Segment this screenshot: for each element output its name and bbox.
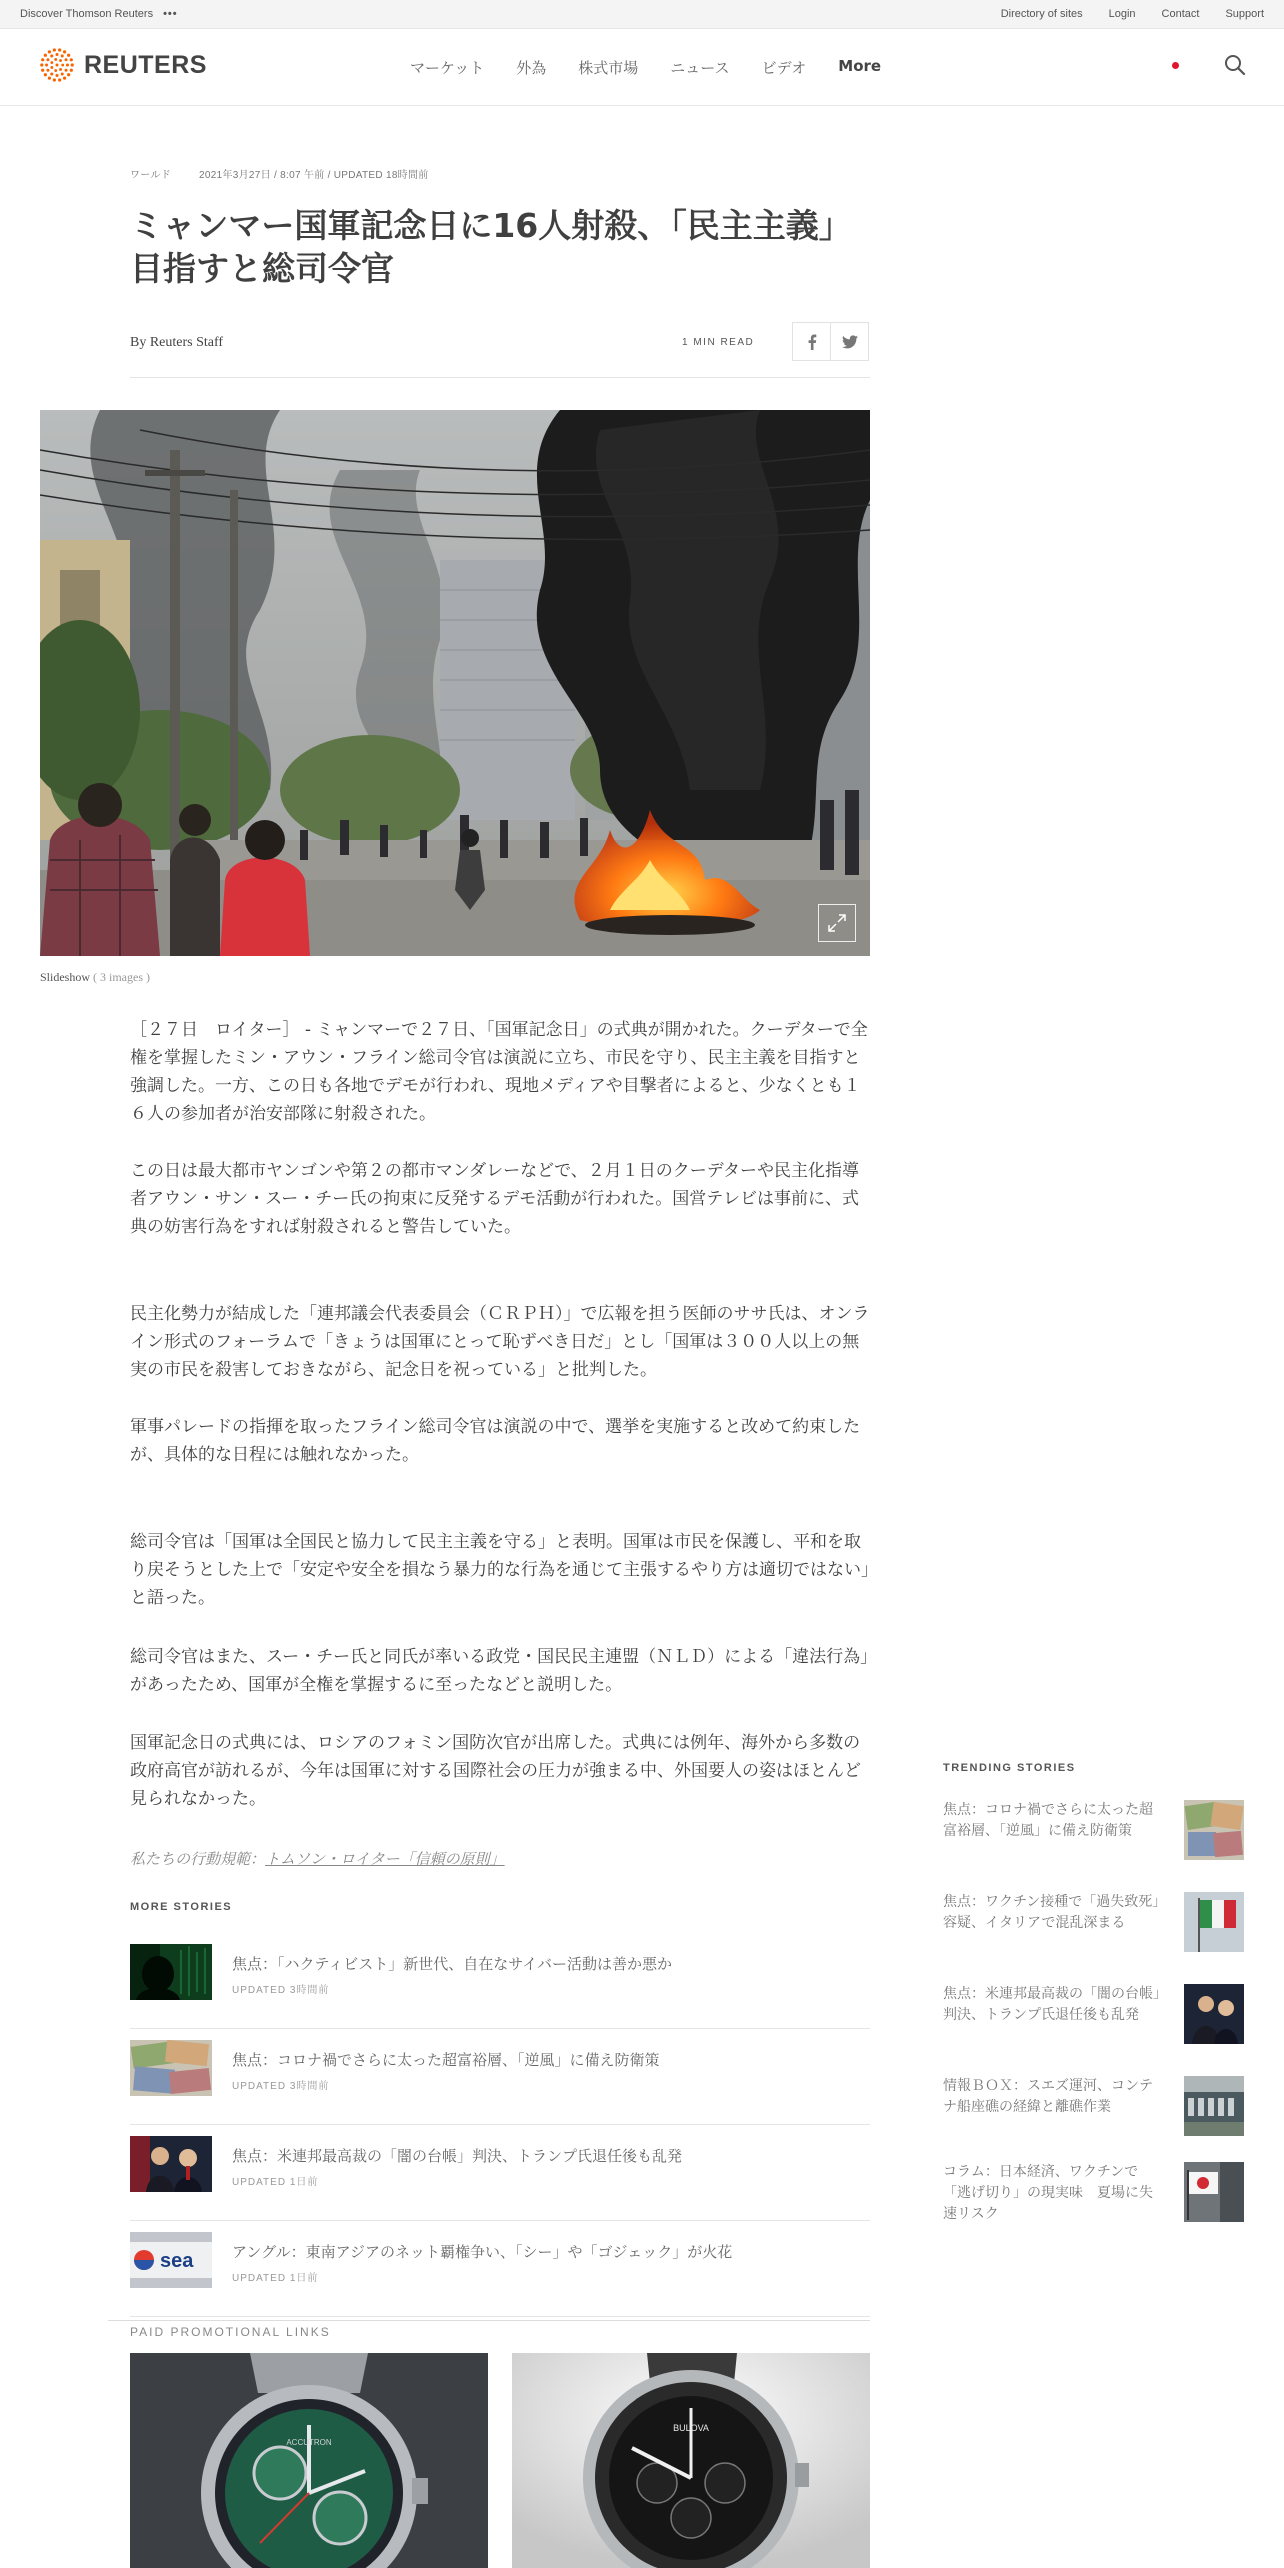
- logo-text: REUTERS: [84, 50, 207, 79]
- slideshow-caption[interactable]: [40, 970, 150, 985]
- trending-title[interactable]: 情報ＢＯＸ：スエズ運河、コンテナ船座礁の経緯と離礁作業: [943, 2078, 1153, 2115]
- logo-dot: [48, 50, 51, 53]
- story-time: UPDATED 3時間前: [232, 2081, 330, 2092]
- logo-dot: [63, 77, 66, 80]
- hero-image[interactable]: [40, 410, 870, 956]
- more-story-item[interactable]: [130, 2221, 870, 2317]
- trending-title[interactable]: 焦点：ワクチン接種で「過失致死」容疑、イタリアで混乱深まる: [943, 1894, 1160, 1931]
- paid-divider: [108, 2320, 870, 2321]
- logo-dot: [48, 77, 51, 80]
- read-time: 1 MIN READ: [682, 337, 755, 348]
- nav-item-more[interactable]: More: [838, 57, 882, 75]
- section-label[interactable]: ワールド: [130, 170, 171, 181]
- logo-dot: [66, 63, 69, 66]
- expand-image-button[interactable]: [818, 904, 856, 942]
- trust-principles-link[interactable]: トムソン・ロイター「信頼の原則」: [265, 1850, 505, 1868]
- logo-dot: [70, 58, 73, 61]
- twitter-icon: [842, 335, 858, 349]
- byline-author[interactable]: Reuters Staff: [149, 335, 224, 350]
- logo-dot: [44, 73, 47, 76]
- accutron-watch-image: [130, 2353, 488, 2568]
- trending-thumbnail[interactable]: [1184, 1800, 1244, 1860]
- reuters-logo[interactable]: [38, 46, 207, 84]
- main-nav: [0, 29, 1284, 106]
- paid-link-watch-1[interactable]: [130, 2353, 488, 2568]
- more-story-item[interactable]: [130, 2029, 870, 2125]
- code-of-conduct: [130, 1848, 505, 1869]
- logo-dot: [71, 63, 74, 66]
- protest-scene-image: [40, 410, 870, 956]
- more-dots-icon[interactable]: •••: [163, 8, 178, 20]
- slideshow-label[interactable]: Slideshow: [40, 970, 91, 984]
- italy-flag-thumbnail-image: [1184, 1892, 1244, 1952]
- story-title[interactable]: 焦点：米連邦最高裁の「闇の台帳」判決、トランプ氏退任後も乱発: [232, 2147, 683, 2165]
- nav-item-forex[interactable]: 外為: [516, 59, 547, 77]
- logo-dot: [58, 78, 61, 81]
- slideshow-count: ( 3 images ): [93, 970, 150, 984]
- article-paragraph: 総司令官はまた、スー・チー氏と同氏が率いる政党・国民民主連盟（ＮＬＤ）による「違法行為」があったため、国軍が全権を掌握するに至ったなどと説明した。: [130, 1647, 869, 1696]
- paid-link-watch-2[interactable]: [512, 2353, 870, 2568]
- reuters-logo-icon: [38, 46, 76, 84]
- story-time: UPDATED 1日前: [232, 2177, 319, 2188]
- article-paragraph: ［２７日 ロイター］ - ミャンマーで２７日、「国軍記念日」の式典が開かれた。クーデターで全権を掌握したミン・アウン・フライン総司令官は演説に立ち、市民を守り、民主主義を目指すと強調した。一方、この日も各地でデモが行われ、現地メディアや目撃者によると、少なくとも１６人の参加者が治安部隊に射殺された。: [130, 1020, 868, 1125]
- more-story-item[interactable]: [130, 2125, 870, 2221]
- dateline: 2021年3月27日 / 8:07 午前 / UPDATED 18時間前: [199, 170, 429, 181]
- logo-dot: [65, 69, 68, 72]
- contact-link[interactable]: Contact: [1161, 8, 1200, 20]
- logo-dot: [54, 58, 57, 61]
- article-meta: [130, 166, 429, 181]
- japan-flag-thumbnail-image: [1184, 2162, 1244, 2222]
- expand-icon: [827, 913, 847, 933]
- logo-dot: [45, 63, 48, 66]
- logo-dot: [53, 48, 56, 51]
- logo-dot: [50, 54, 53, 57]
- trending-heading: TRENDING STORIES: [943, 1762, 1076, 1774]
- story-title[interactable]: アングル：東南アジアのネット覇権争い、「シー」や「ゴジェック」が火花: [232, 2243, 733, 2261]
- nav-item-markets[interactable]: マーケット: [410, 59, 485, 77]
- logo-dot: [67, 73, 70, 76]
- conduct-prefix: 私たちの行動規範：: [130, 1850, 266, 1868]
- logo-dot: [55, 63, 58, 66]
- japan-flag-icon[interactable]: [1164, 54, 1186, 76]
- byline: [130, 335, 223, 351]
- money-thumbnail-image: [1184, 1800, 1244, 1860]
- logo-dot: [61, 54, 64, 57]
- logo-dot: [54, 69, 57, 72]
- article-title: ミャンマー国軍記念日に16人射殺、「民主主義」目指すと総司令官: [130, 206, 836, 288]
- trending-title[interactable]: 焦点：米連邦最高裁の「闇の台帳」判決、トランプ氏退任後も乱発: [943, 1986, 1160, 2023]
- trending-title[interactable]: 焦点：コロナ禍でさらに太った超富裕層、「逆風」に備え防衛策: [943, 1802, 1153, 1839]
- story-title[interactable]: 焦点：コロナ禍でさらに太った超富裕層、「逆風」に備え防衛策: [232, 2051, 660, 2069]
- nav-item-stocks[interactable]: 株式市場: [578, 59, 639, 77]
- article-paragraph: この日は最大都市ヤンゴンや第２の都市マンダレーなどで、２月１日のクーデターや民主化指導者アウン・サン・スー・チー氏の拘束に反発するデモ活動が行われた。国営テレビは事前に、式典の妨害行為をすれば射殺されると警告していた。: [130, 1161, 859, 1238]
- story-thumbnail[interactable]: [130, 2040, 212, 2096]
- logo-dot: [61, 64, 64, 67]
- article-paragraph: 民主化勢力が結成した「連邦議会代表委員会（ＣＲＰＨ）」で広報を担う医師のササ氏は、オンライン形式のフォーラムで「きょうは国軍にとって恥ずべき日だ」とし「国軍は３００人以上の無実の市民を殺害しておきながら、記念日を祝っている」と批判した。: [130, 1304, 870, 1381]
- byline-prefix: By: [130, 335, 147, 350]
- logo-dot: [70, 69, 73, 72]
- logo-dot: [58, 48, 61, 51]
- logo-dot: [55, 53, 58, 56]
- logo-dot: [44, 54, 47, 57]
- paid-links-heading: PAID PROMOTIONAL LINKS: [130, 2325, 331, 2339]
- twitter-share-button[interactable]: [830, 322, 869, 361]
- trump-thumbnail-image: [130, 2136, 212, 2192]
- logo-dot: [41, 69, 44, 72]
- discover-link[interactable]: Discover Thomson Reuters: [20, 8, 154, 20]
- logo-dot: [50, 61, 53, 64]
- facebook-share-button[interactable]: [792, 322, 831, 361]
- logo-dot: [46, 69, 49, 72]
- logo-dot: [65, 58, 68, 61]
- logo-dot: [46, 58, 49, 61]
- more-story-item[interactable]: [130, 1933, 870, 2029]
- sea-logo-thumbnail-image: [130, 2232, 212, 2288]
- trending-thumbnail[interactable]: [1184, 2162, 1244, 2222]
- svg-text:ACCUTRON: ACCUTRON: [286, 2438, 332, 2447]
- logo-dot: [50, 66, 53, 69]
- logo-dot: [40, 63, 43, 66]
- bulova-watch-image: [512, 2353, 870, 2568]
- logo-dot: [53, 78, 56, 81]
- story-thumbnail[interactable]: [130, 2136, 212, 2192]
- story-thumbnail[interactable]: [130, 1944, 212, 2000]
- logo-dot: [59, 59, 62, 62]
- login-link[interactable]: Login: [1108, 8, 1136, 20]
- article-paragraph: 軍事パレードの指揮を取ったフライン総司令官は演説の中で、選挙を実施すると改めて約束したが、具体的な日程には触れなかった。: [130, 1417, 861, 1466]
- trending-title[interactable]: コラム：日本経済、ワクチンで「逃げ切り」の現実味 夏場に失速リスク: [943, 2164, 1153, 2222]
- svg-text:BULOVA: BULOVA: [673, 2423, 709, 2433]
- story-title[interactable]: 焦点：「ハクティビスト」新世代、自在なサイバー活動は善か悪か: [232, 1955, 672, 1973]
- container-ship-thumbnail-image: [1184, 2076, 1244, 2136]
- nav-item-video[interactable]: ビデオ: [761, 59, 807, 77]
- logo-dot: [61, 73, 64, 76]
- trending-thumbnail[interactable]: [1184, 2076, 1244, 2136]
- utility-bar: [0, 0, 1284, 29]
- svg-text:sea: sea: [160, 2250, 194, 2272]
- logo-dot: [41, 58, 44, 61]
- article-paragraph: 総司令官は「国軍は全国民と協力して民主主義を守る」と表明。国軍は市民を保護し、平和を取り戻そうとした上で「安定や安全を損なう暴力的な行為を通じて主張するやり方は適切ではない」と語った。: [130, 1532, 870, 1609]
- byline-row: [130, 322, 870, 378]
- story-time: UPDATED 1日前: [232, 2273, 319, 2284]
- search-icon[interactable]: [1224, 54, 1246, 76]
- logo-dot: [55, 74, 58, 77]
- story-time: UPDATED 3時間前: [232, 1985, 330, 1996]
- trending-thumbnail[interactable]: [1184, 1892, 1244, 1952]
- logo-dot: [63, 50, 66, 53]
- trump-thumbnail-image: [1184, 1984, 1244, 2044]
- directory-of-sites-link[interactable]: Directory of sites: [1000, 8, 1083, 20]
- trending-thumbnail[interactable]: [1184, 1984, 1244, 2044]
- logo-dot: [50, 73, 53, 76]
- logo-dot: [59, 68, 62, 71]
- support-link[interactable]: Support: [1225, 8, 1264, 20]
- more-stories-heading: MORE STORIES: [130, 1901, 233, 1913]
- story-thumbnail[interactable]: [130, 2232, 212, 2288]
- facebook-icon: [807, 334, 817, 350]
- nav-item-news[interactable]: ニュース: [670, 59, 730, 77]
- hacker-thumbnail-image: [130, 1944, 212, 2000]
- logo-dot: [67, 54, 70, 57]
- article-paragraph: 国軍記念日の式典には、ロシアのフォミン国防次官が出席した。式典には例年、海外から多数の政府高官が訪れるが、今年は国軍に対する国際社会の圧力が強まる中、外国要人の姿はほとんど見られなかった。: [130, 1733, 861, 1810]
- money-thumbnail-image: [130, 2040, 212, 2096]
